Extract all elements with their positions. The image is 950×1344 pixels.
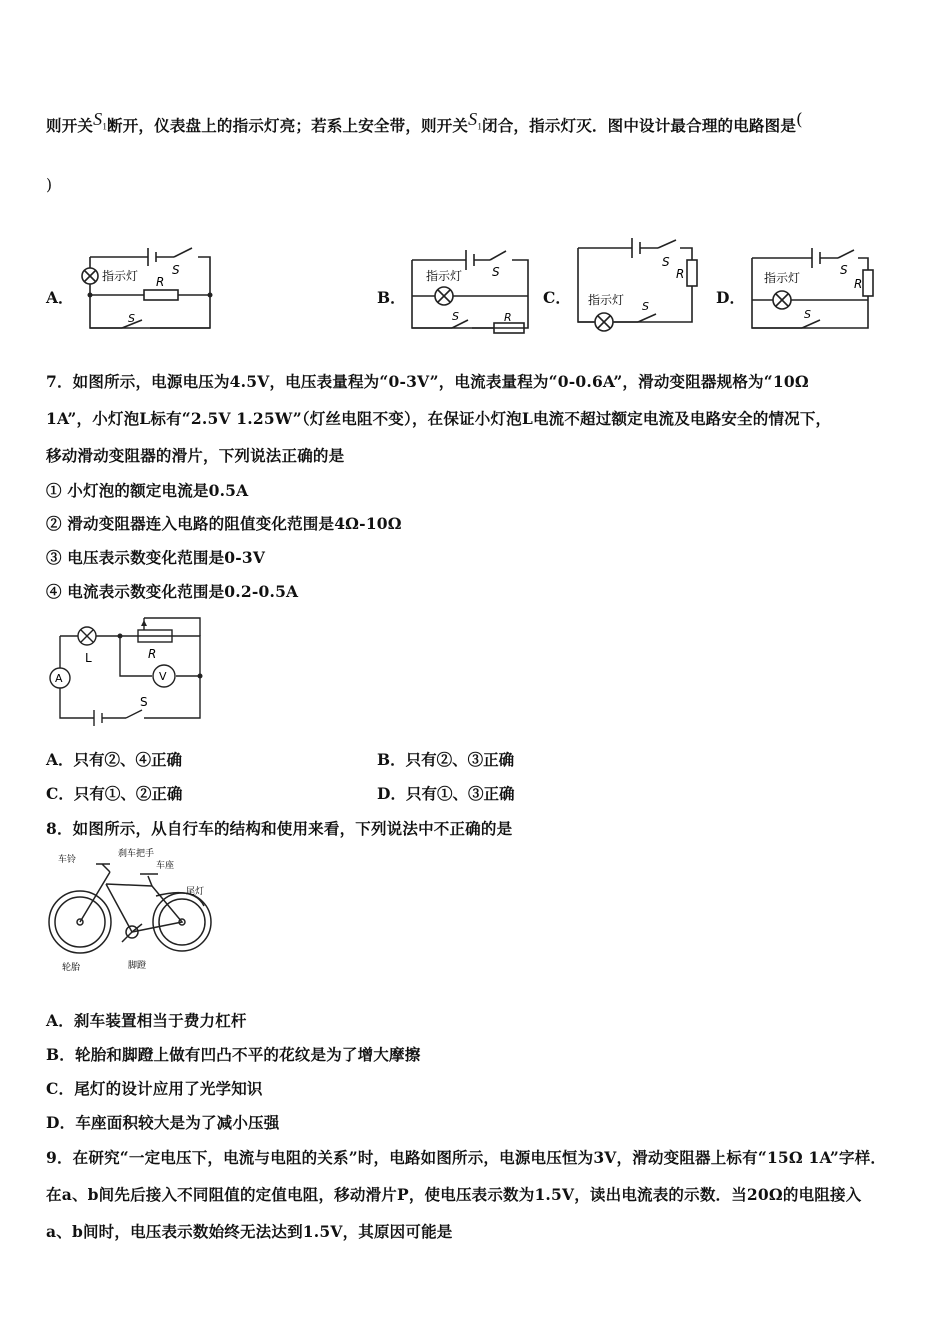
lamp-label-d: 指示灯 [764, 271, 801, 285]
q8-stem: 8．如图所示，从自行车的结构和使用来看，下列说法中不正确的是 [46, 819, 513, 838]
q7-option-d: D．只有①、③正确 [377, 784, 515, 803]
q6-text-a: 则开关 [46, 116, 94, 135]
q7-statement-2: ② 滑动变阻器连入电路的阻值变化范围是4Ω-10Ω [46, 514, 402, 533]
bell-label: 车铃 [58, 855, 77, 865]
s1-symbol [93, 109, 108, 132]
s1-letter: S [93, 109, 103, 129]
q6-option-b-letter: B． [377, 288, 406, 307]
q7-statement-3: ③ 电压表示数变化范围是0-3V [46, 548, 266, 567]
switch-label-c: S [662, 255, 670, 269]
q6-stem-line [46, 109, 803, 138]
close-paren: ) [46, 176, 53, 194]
q9-stem-line2: 在a、b间先后接入不同阻值的定值电阻，移动滑片P，使电压表示数为1.5V，读出电流表的示数．当20Ω的电阻接入 [46, 1185, 862, 1204]
pedal-label: 脚蹬 [128, 961, 147, 971]
taillight-label: 尾灯 [186, 887, 205, 897]
q7-option-b: B．只有②、③正确 [377, 750, 515, 769]
q6-option-c-letter: C． [543, 288, 571, 307]
switch1-label-d: S [804, 308, 811, 321]
lamp-label: 指示灯 [102, 269, 139, 283]
bicycle-diagram [44, 846, 214, 974]
circuit-a-diagram [72, 240, 217, 334]
resistor-label: R [156, 275, 165, 289]
q6-option-d-letter: D． [716, 288, 745, 307]
q7-stem-line2: 1A”，小灯泡L标有“2.5V 1.25W”（灯丝电阻不变），在保证小灯泡L电流不超过额定电流及电路安全的情况下， [46, 409, 832, 428]
q7-switch-label: S [140, 695, 148, 709]
s1-letter-2: S [468, 109, 478, 129]
q8-option-c: C．尾灯的设计应用了光学知识 [46, 1079, 263, 1098]
circuit-b-diagram [404, 240, 534, 334]
lamp-label-b: 指示灯 [426, 269, 463, 283]
q6-option-a-letter: A． [46, 288, 74, 307]
resistor-label-b: R [504, 311, 512, 324]
q7-option-a: A．只有②、④正确 [46, 750, 183, 769]
q6-text-b: 断开，仪表盘上的指示灯亮；若系上安全带，则开关 [107, 116, 469, 135]
switch1-label-c: S [642, 300, 649, 313]
q7-statement-4: ④ 电流表示数变化范围是0.2-0.5A [46, 582, 299, 601]
q7-option-c: C．只有①、②正确 [46, 784, 183, 803]
q6-text-c: 闭合，指示灯灭．图中设计最合理的电路图是 [482, 116, 797, 135]
q8-option-a: A．刹车装置相当于费力杠杆 [46, 1011, 247, 1030]
switch-label-d: S [840, 263, 848, 277]
switch-label: S [172, 263, 180, 277]
q7-circuit-diagram [44, 610, 214, 728]
switch1-label-b: S [452, 310, 459, 323]
tire-label: 轮胎 [62, 963, 81, 973]
voltmeter-label: V [159, 670, 167, 683]
open-paren: ( [796, 110, 803, 130]
brake-label: 刹车把手 [118, 849, 155, 859]
q9-stem-line3: a、b间时，电压表示数始终无法达到1.5V，其原因可能是 [46, 1222, 453, 1241]
circuit-d-diagram [746, 240, 876, 334]
switch-label-b: S [492, 265, 500, 279]
q7-lamp-label: L [85, 651, 92, 665]
switch1-label: S [128, 312, 135, 325]
circuit-c-diagram [572, 234, 707, 334]
s1-symbol-2 [468, 109, 483, 132]
resistor-label-d: R [854, 277, 863, 291]
q7-stem-line1: 7．如图所示，电源电压为4.5V，电压表量程为“0-3V”，电流表量程为“0-0.6A”，滑动变阻器规格为“10Ω [46, 372, 809, 391]
q8-option-b: B．轮胎和脚蹬上做有凹凸不平的花纹是为了增大摩擦 [46, 1045, 421, 1064]
q8-option-d: D．车座面积较大是为了减小压强 [46, 1113, 280, 1132]
q7-resistor-label: R [148, 647, 157, 661]
q7-stem-line3: 移动滑动变阻器的滑片，下列说法正确的是 [46, 446, 345, 465]
q7-statement-1: ① 小灯泡的额定电流是0.5A [46, 481, 249, 500]
lamp-label-c: 指示灯 [588, 293, 625, 307]
ammeter-label: A [55, 672, 63, 685]
resistor-label-c: R [676, 267, 685, 281]
s1-sub-2: 1 [477, 121, 483, 132]
s1-sub: 1 [102, 121, 108, 132]
seat-label: 车座 [156, 861, 175, 871]
q9-stem-line1: 9．在研究“一定电压下，电流与电阻的关系”时，电路如图所示，电源电压恒为3V，滑动变阻器上标有“15Ω 1A”字样． [46, 1148, 887, 1167]
